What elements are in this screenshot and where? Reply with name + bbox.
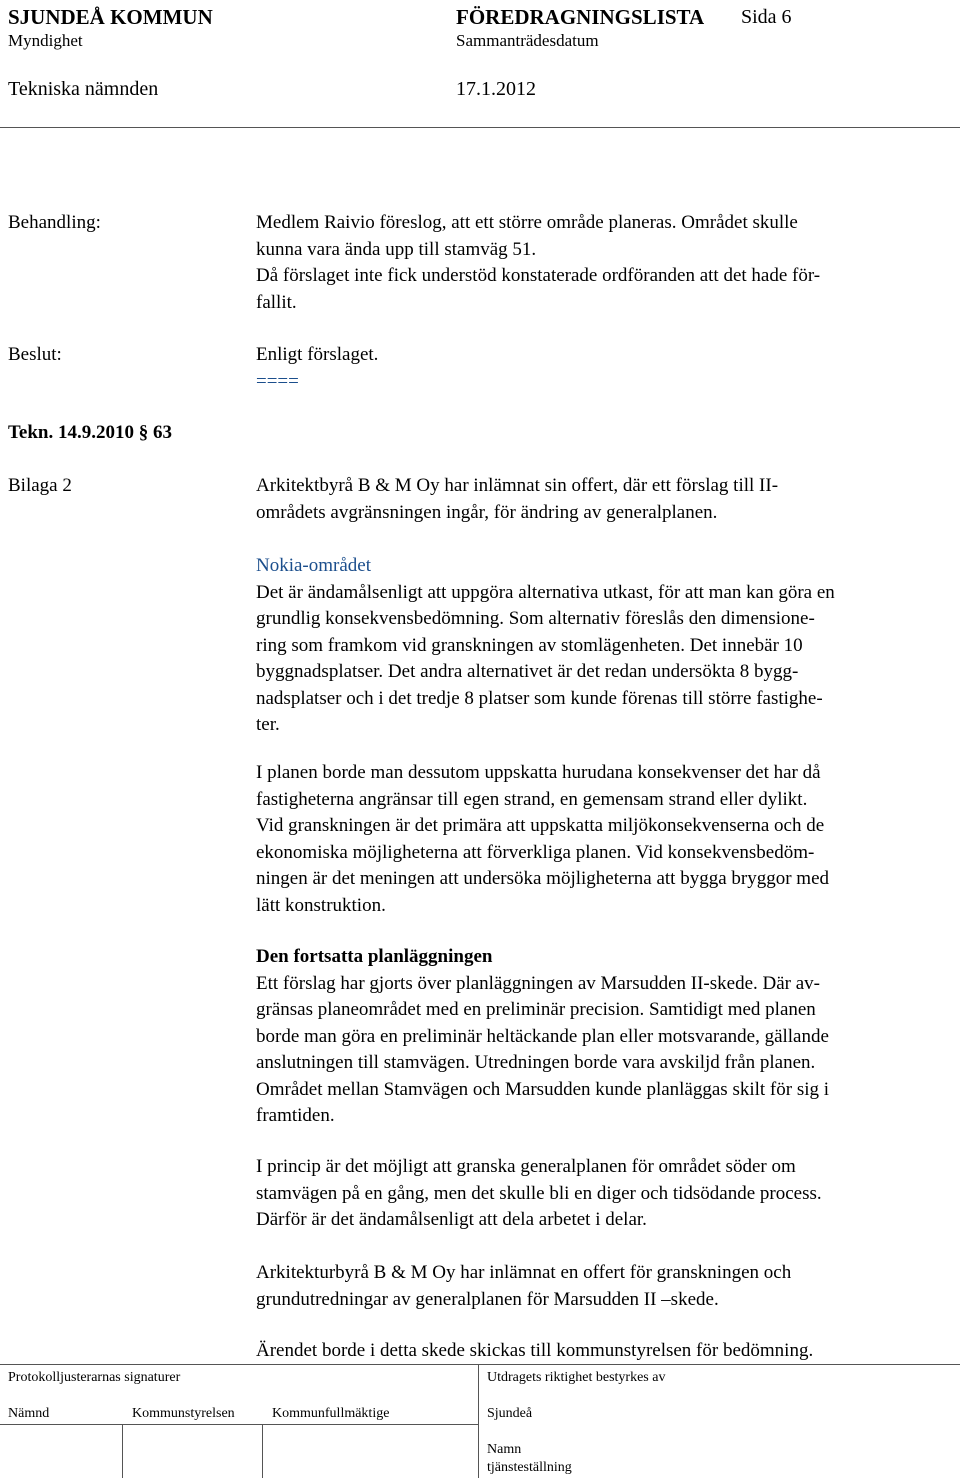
paragraph-line: ningen är det meningen att undersöka möjligheterna att bygga bryggor med (256, 868, 829, 889)
meeting-date: 17.1.2012 (456, 78, 536, 100)
arkitektur-line: grundutredningar av generalplanen för Marsudden II –skede. (256, 1288, 719, 1310)
section-ref-date: Tekn. 14.9.2010 (8, 422, 134, 443)
paragraph-line: I planen borde man dessutom uppskatta hurudana konsekvenser det har då (256, 762, 821, 783)
name-label: Namn (487, 1442, 522, 1457)
authority-label: Myndighet (8, 31, 83, 50)
nokia-line: grundlig konsekvensbedömning. Som alternativ föreslås den dimensione- (256, 608, 815, 629)
intro-line: Arkitektbyrå B & M Oy har inlämnat sin offert, där ett förslag till II- (256, 475, 779, 496)
nokia-line: byggnadsplatser. Det andra alternativet är det redan undersökta 8 bygg- (256, 661, 799, 682)
section-ref (8, 420, 172, 446)
fortsatta-line: anslutningen till stamvägen. Utredningen borde vara avskiljd från planen. (256, 1052, 816, 1073)
verified-label: Utdragets riktighet bestyrkes av (487, 1370, 666, 1385)
beslut-label: Beslut: (8, 344, 62, 365)
place: Sjundeå (487, 1406, 533, 1421)
paragraph-line: Vid granskningen är det primära att uppskatta miljökonsekvenserna och de (256, 815, 825, 836)
nokia-section (256, 553, 956, 739)
meeting-date-label: Sammanträdesdatum (456, 31, 599, 50)
bilaga-label: Bilaga 2 (8, 475, 72, 496)
princip-line: I princip är det möjligt att granska generalplanen för området söder om (256, 1156, 796, 1177)
footer-col-divider-2 (262, 1424, 263, 1478)
nokia-heading: Nokia-området (256, 555, 372, 576)
fortsatta-section (256, 944, 956, 1130)
title-label: tjänsteställning (487, 1460, 572, 1475)
behandling-line: kunna vara ända upp till stamväg 51. (256, 238, 537, 260)
beslut-text: Enligt förslaget. (256, 344, 379, 365)
fortsatta-heading: Den fortsatta planläggningen (256, 946, 493, 967)
fortsatta-line: borde man göra en preliminär heltäckande plan eller motsvarande, gällande (256, 1025, 829, 1047)
section-number: 63 (153, 422, 172, 443)
fortsatta-line: gränsas planeområdet med en preliminär precision. Samtidigt med planen (256, 999, 816, 1020)
princip-line: stamvägen på en gång, men det skulle bli en diger och tidsödande process. (256, 1182, 822, 1204)
section-symbol: § (138, 422, 149, 443)
paragraph-princip (256, 1154, 956, 1234)
paragraph-line: ekonomiska möjligheterna att förverkliga planen. Vid konsekvensbedöm- (256, 841, 815, 863)
footer-vertical-divider (478, 1364, 479, 1478)
footer-signature-divider (0, 1424, 478, 1425)
behandling-text (256, 210, 956, 316)
col-kommunfullmaktige: Kommunfullmäktige (272, 1406, 390, 1421)
nokia-line: ring som framkom vid granskningen av stomlägenheten. Det innebär 10 (256, 634, 803, 656)
paragraph-consequences (256, 760, 956, 919)
behandling-line: Då förslaget inte fick understöd konstaterade ordföranden att det hade för- (256, 265, 821, 286)
footer-top-divider (0, 1364, 960, 1365)
col-kommunstyrelsen: Kommunstyrelsen (132, 1406, 235, 1421)
nokia-line: nadsplatser och i det tredje 8 platser som kunde förenas till större fastighe- (256, 687, 823, 709)
header-divider (0, 127, 960, 128)
final-line: Ärendet borde i detta skede skickas till kommunstyrelsen för bedömning. (256, 1340, 814, 1361)
col-namnd: Nämnd (8, 1406, 50, 1421)
paragraph-line: lätt konstruktion. (256, 894, 386, 916)
org-name: SJUNDEÅ KOMMUN (8, 5, 213, 29)
behandling-line: Medlem Raivio föreslog, att ett större område planeras. Området skulle (256, 212, 798, 233)
signatures-label: Protokolljusterarnas signaturer (8, 1370, 181, 1385)
paragraph-arkitektur (256, 1260, 956, 1313)
fortsatta-line: Området mellan Stamvägen och Marsudden kunde planläggas skilt för sig i (256, 1078, 830, 1100)
page-label: Sida 6 (741, 6, 792, 28)
fortsatta-line: Ett förslag har gjorts över planläggningen av Marsudden II-skede. Där av- (256, 972, 821, 994)
intro-text (256, 473, 956, 526)
separator: ==== (256, 371, 299, 392)
nokia-line: Det är ändamålsenligt att uppgöra alternativa utkast, för att man kan göra en (256, 581, 835, 603)
behandling-line: fallit. (256, 291, 297, 313)
doc-type: FÖREDRAGNINGSLISTA (456, 5, 705, 29)
authority: Tekniska nämnden (8, 78, 159, 100)
intro-line: områdets avgränsningen ingår, för ändring av generalplanen. (256, 501, 718, 523)
princip-line: Därför är det ändamålsenligt att dela arbetet i delar. (256, 1209, 647, 1230)
footer-col-divider-1 (122, 1424, 123, 1478)
nokia-line: ter. (256, 714, 280, 735)
arkitektur-line: Arkitekturbyrå B & M Oy har inlämnat en offert för granskningen och (256, 1262, 792, 1283)
behandling-label: Behandling: (8, 212, 101, 233)
paragraph-line: fastigheterna angränsar till egen strand, en gemensam strand eller dylikt. (256, 788, 808, 810)
fortsatta-line: framtiden. (256, 1105, 335, 1126)
